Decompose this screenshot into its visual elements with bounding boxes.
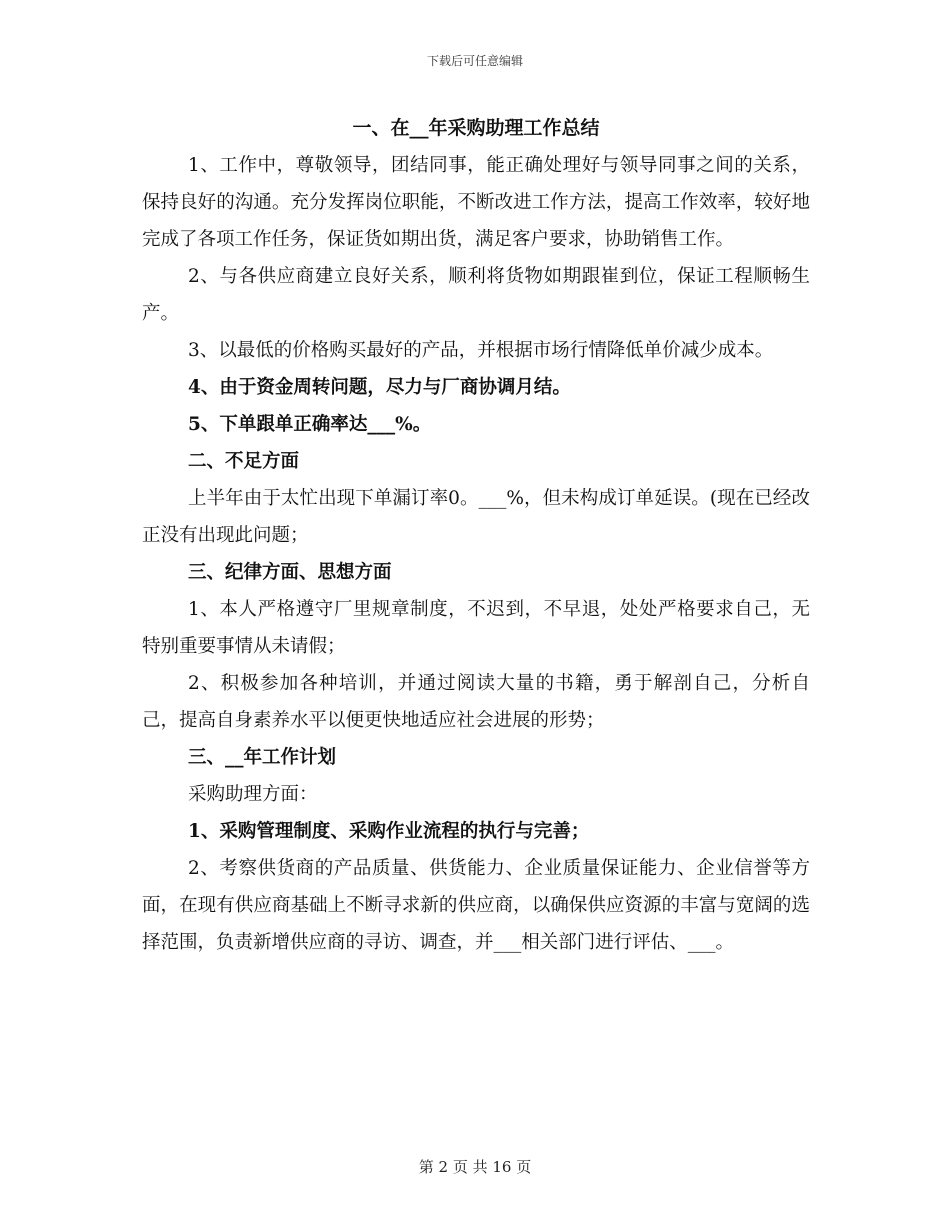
paragraph: 2、积极参加各种培训，并通过阅读大量的书籍，勇于解剖自己，分析自己，提高自身素养水平以便更快地适应社会进展的形势； — [142, 673, 810, 731]
paragraph: 2、考察供货商的产品质量、供货能力、企业质量保证能力、企业信誉等方面，在现有供应商基础上不断寻求新的供应商，以确保供应资源的丰富与宽阔的选择范围，负责新增供应商的寻访、调查，并___相关部门进行评估、___。 — [142, 858, 810, 953]
paragraph: 上半年由于太忙出现下单漏订率0。___%，但未构成订单延误。(现在已经改正没有出现此问题； — [142, 488, 810, 546]
paragraph: 4、由于资金周转问题，尽力与厂商协调月结。 — [188, 377, 571, 398]
section-heading: 三、__年工作计划 — [188, 747, 337, 768]
document-title: 一、在__年采购助理工作总结 — [352, 117, 600, 139]
download-note: 下载后可任意编辑 — [426, 54, 523, 68]
paragraph: 1、本人严格遵守厂里规章制度，不迟到，不早退，处处严格要求自己，无特别重要事情从未请假； — [142, 599, 810, 657]
paragraph: 1、工作中，尊敬领导，团结同事，能正确处理好与领导同事之间的关系，保持良好的沟通。充分发挥岗位职能，不断改进工作方法，提高工作效率，较好地完成了各项工作任务，保证货如期出货，满足客户要求，协助销售工作。 — [142, 155, 810, 250]
paragraph: 2、与各供应商建立良好关系，顺利将货物如期跟崔到位，保证工程顺畅生产。 — [142, 266, 810, 324]
section-heading: 二、不足方面 — [188, 451, 300, 472]
paragraph: 采购助理方面： — [188, 784, 318, 805]
paragraph: 3、以最低的价格购买最好的产品，并根据市场行情降低单价减少成本。 — [188, 340, 774, 361]
paragraph: 5、下单跟单正确率达___%。 — [188, 414, 432, 435]
document-body — [142, 110, 810, 961]
paragraph: 1、采购管理制度、采购作业流程的执行与完善； — [188, 821, 590, 842]
section-heading: 三、纪律方面、思想方面 — [188, 562, 392, 583]
page-number: 第 2 页 共 16 页 — [418, 1158, 532, 1176]
